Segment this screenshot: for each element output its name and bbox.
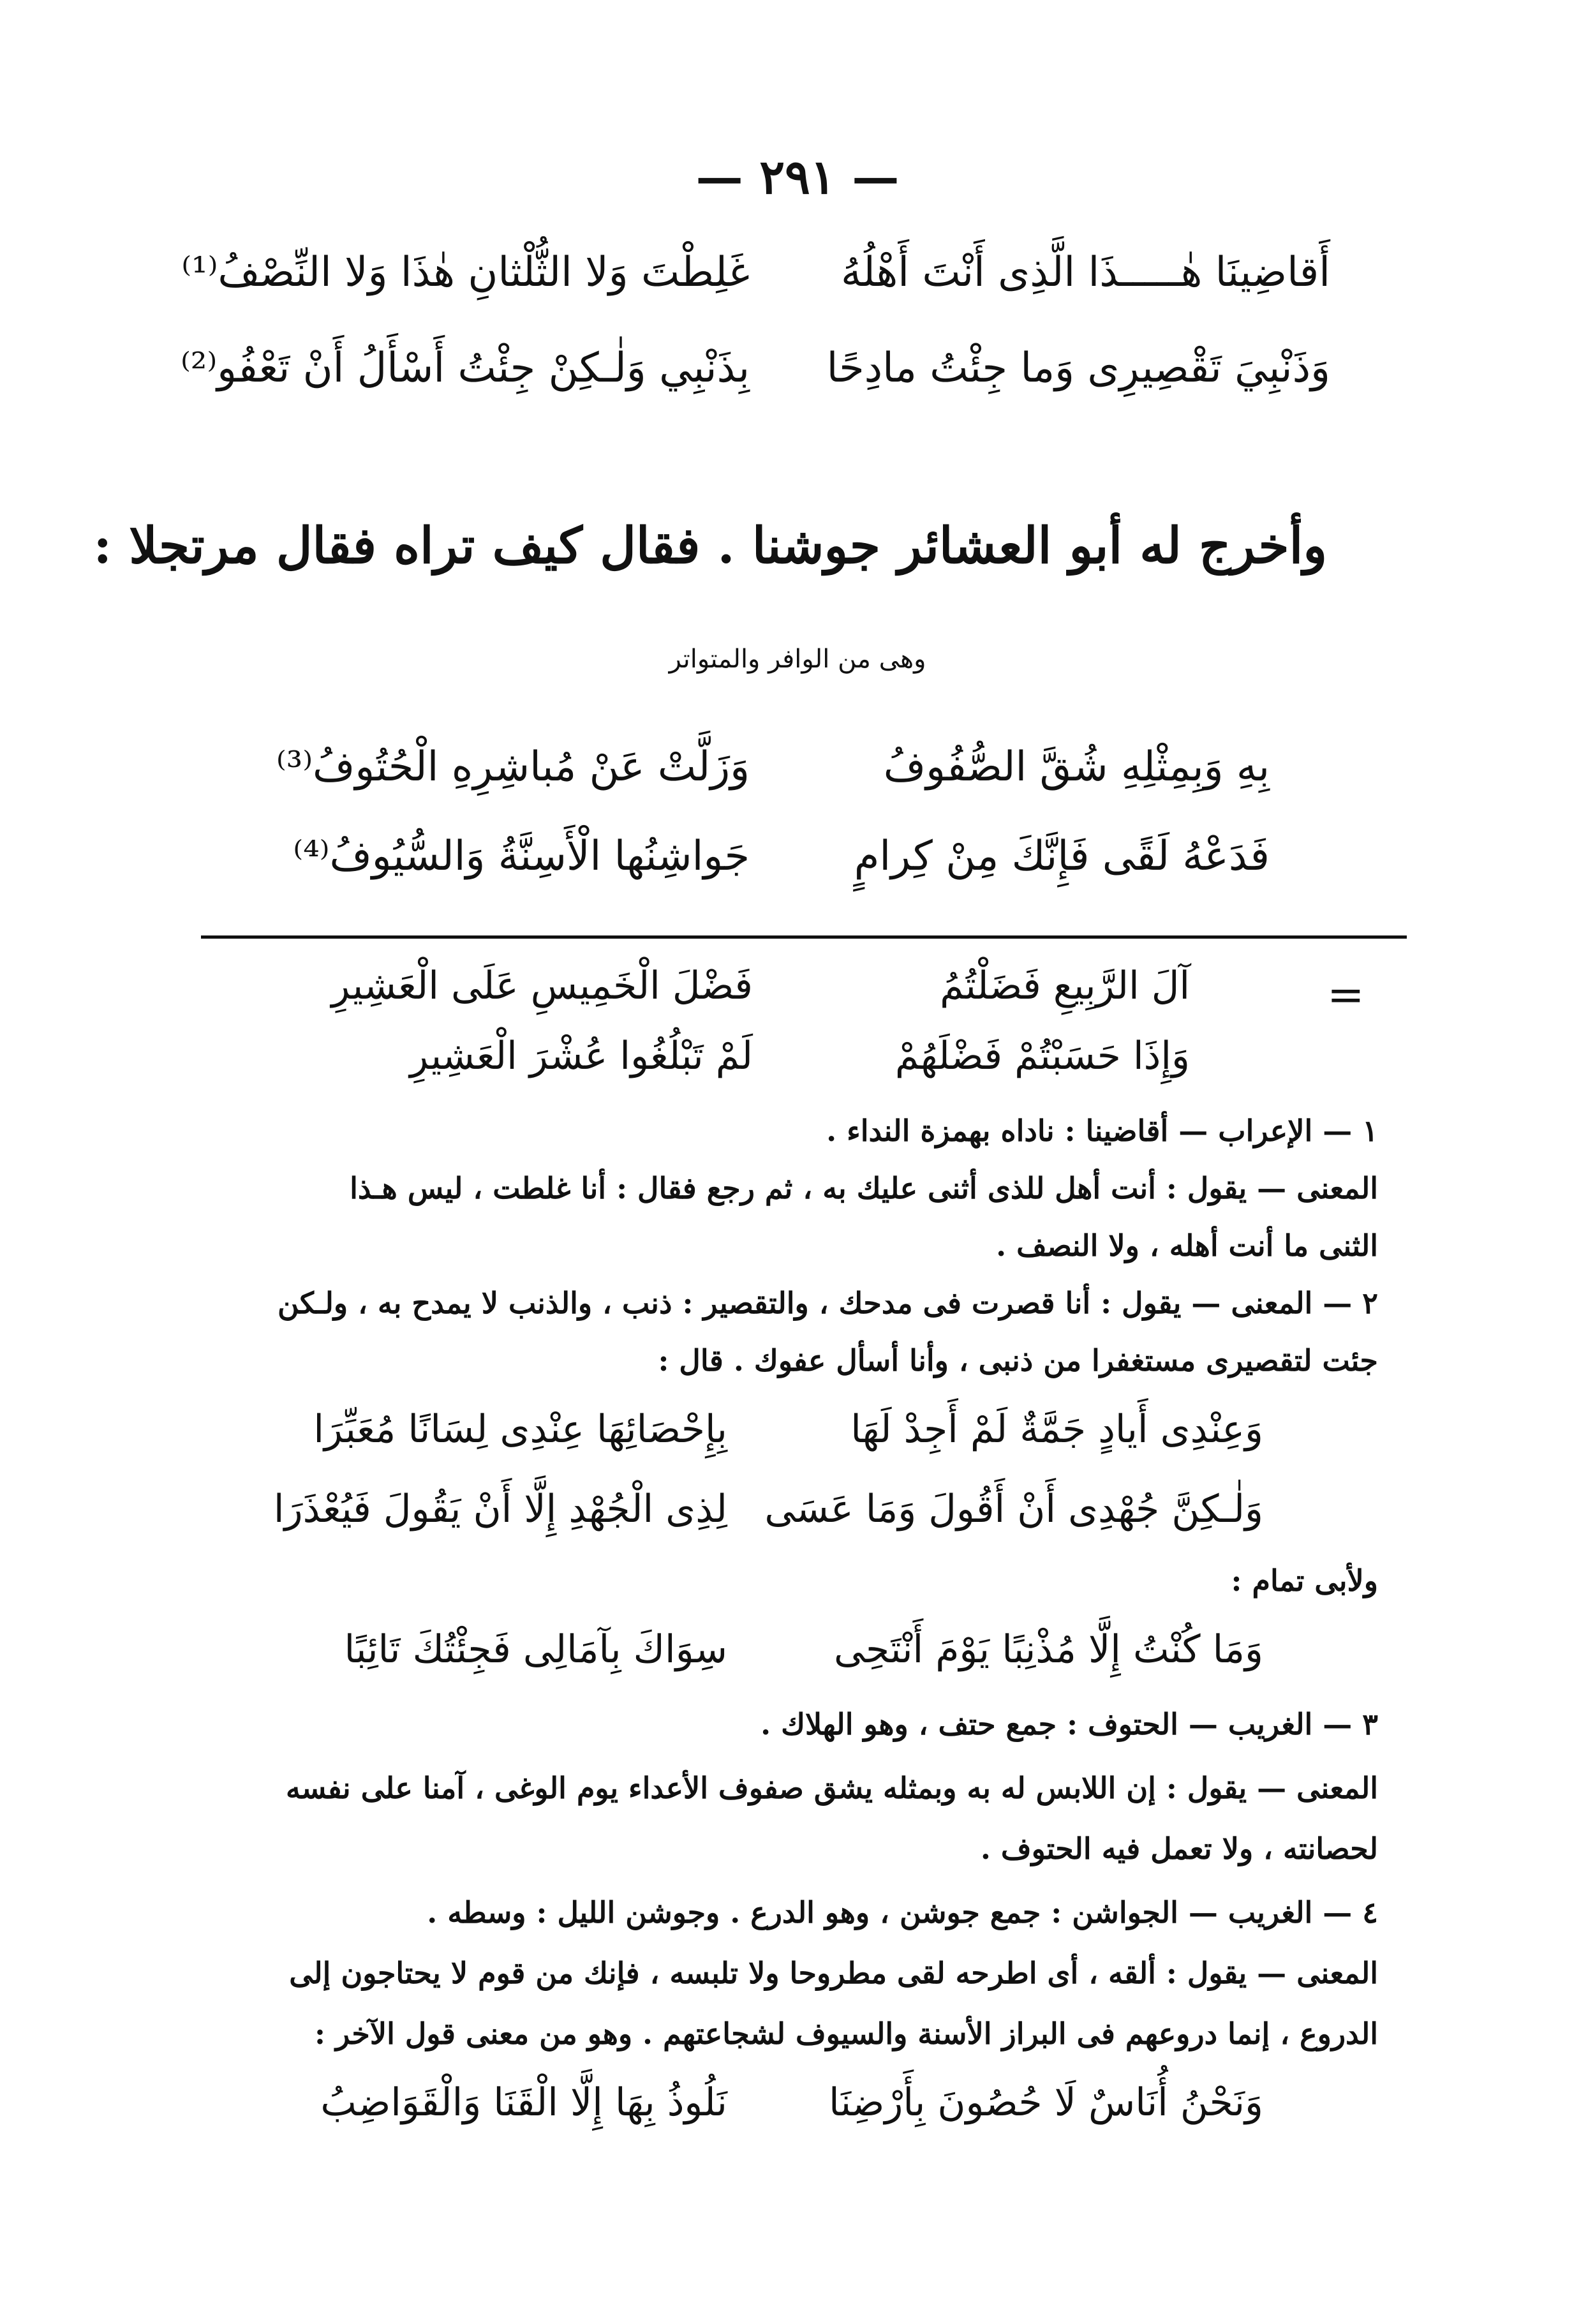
verse-2-first-hemistich: وَذَنْبِيَ تَقْصِيرِى وَما جِئْتُ مادِحًا [826,345,1330,392]
cont-verse-1-first-hemistich: آلَ الرَّبِيعِ فَضَلْتُمُ [940,964,1190,1008]
footnote-4-verse-second-hemistich: نَلُوذُ بِهَا إِلَّا الْقَنَا وَالْقَوَاضِبُ [320,2080,727,2125]
footnote-2-line-1: ٢ — المعنى — يقول : أنا قصرت فى مدحك ، والتقصير : ذنب ، والذنب لا يمدح به ، ولـكن [277,1286,1378,1320]
footnote-2-verse-3-second-hemistich: سِوَاكَ بِآمَالِى فَجِئْتُكَ تَائِبًا [344,1627,727,1672]
verse-4-first-hemistich: فَدَعْهُ لَقًى فَإِنَّكَ مِنْ كِرامٍ [854,833,1270,880]
footnote-1-line-3: الثنى ما أنت أهله ، ولا النصف . [996,1228,1378,1263]
page-number: — ٢٩١ — [695,150,900,205]
cont-verse-2-second-hemistich: لَمْ تَبْلُغُوا عُشْرَ الْعَشِيرِ [410,1034,753,1078]
continuation-mark: = [1327,969,1365,1021]
footnote-2-verse-3-first-hemistich: وَمَا كُنْتُ إِلَّا مُذْنِبًا يَوْمَ أَنْتَحِى [833,1627,1263,1672]
cont-verse-2-first-hemistich: وَإِذَا حَسَبْتُمْ فَضْلَهُمْ [894,1034,1190,1078]
footnote-2-verse-2-second-hemistich: لِذِى الْجُهْدِ إِلَّا أَنْ يَقُولَ فَيُعْذَرَا [273,1487,727,1531]
verse-3-second-hemistich: وَزَلَّتْ عَنْ مُباشِرِهِ الْحُتُوفُ⁽³⁾ [276,743,750,791]
footnote-4-line-1: ٤ — الغريب — الجواشن : جمع جوشن ، وهو الدرع . وجوشن الليل : وسطه . [427,1895,1378,1930]
cont-verse-1-second-hemistich: فَضْلَ الْخَمِيسِ عَلَى الْعَشِيرِ [331,964,753,1008]
footnote-3-line-2: المعنى — يقول : إن اللابس له به وبمثله يشق صفوف الأعداء يوم الوغى ، آمنا على نفسه [285,1771,1378,1805]
narrative-heading: وأخرج له أبو العشائر جوشنا . فقال كيف تراه فقال مرتجلا : [93,517,1327,575]
footnote-3-line-3: لحصانته ، ولا تعمل فيه الحتوف . [980,1831,1378,1866]
footnote-2-verse-1-second-hemistich: بِإِحْصَائِهَا عِنْدِى لِسَانًا مُعَبِّرَا [313,1407,727,1452]
footnote-1-line-1: ١ — الإعراب — أقاضينا : ناداه بهمزة النداء . [826,1114,1378,1148]
footnote-separator [201,935,1407,939]
footnote-1-line-2: المعنى — يقول : أنت أهل للذى أثنى عليك به ، ثم رجع فقال : أنا غلطت ، ليس هـذا [350,1171,1378,1205]
verse-3-first-hemistich: بِهِ وَبِمِثْلِهِ شُقَّ الصُّفُوفُ [883,743,1270,791]
footnote-2-verse-1-first-hemistich: وَعِنْدِى أَيادٍ جَمَّةٌ لَمْ أَجِدْ لَهَا [850,1407,1263,1452]
footnote-4-line-2: المعنى — يقول : ألقه ، أى اطرحه لقى مطروحا ولا تلبسه ، فإنك من قوم لا يحتاجون إلى [289,1956,1378,1990]
footnote-4-line-3: الدروع ، إنما دروعهم فى البراز الأسنة والسيوف لشجاعتهم . وهو من معنى قول الآخر : [315,2016,1378,2051]
meter-note: وهى من الوافر والمتواتر [669,644,926,674]
footnote-2-verse-2-first-hemistich: وَلٰـكِنَّ جُهْدِى أَنْ أَقُولَ وَمَا عَسَى [764,1487,1263,1531]
footnote-2-line-3: ولأبى تمام : [1231,1563,1378,1598]
footnote-4-verse-first-hemistich: وَنَحْنُ أُنَاسٌ لَا حُصُونَ بِأَرْضِنَا [829,2080,1263,2125]
verse-1-first-hemistich: أَقاضِينَا هٰـــــذَا الَّذِى أَنْتَ أَهْلُهُ [840,249,1330,296]
verse-4-second-hemistich: جَواشِنُها الْأَسِنَّةُ وَالسُّيُوفُ⁽⁴⁾ [293,833,750,880]
verse-2-second-hemistich: بِذَنْبِي وَلٰـكِنْ جِئْتُ أَسْأَلُ أَنْ تَعْفُو⁽²⁾ [181,345,750,392]
footnote-2-line-2: جئت لتقصيرى مستغفرا من ذنبى ، وأنا أسأل عفوك . قال : [658,1343,1378,1378]
verse-1-second-hemistich: غَلِطْتَ وَلا الثُّلْثانِ هٰذَا وَلا النِّصْفُ⁽¹⁾ [181,249,750,296]
footnote-3-line-1: ٣ — الغريب — الحتوف : جمع حتف ، وهو الهلاك . [760,1707,1378,1741]
